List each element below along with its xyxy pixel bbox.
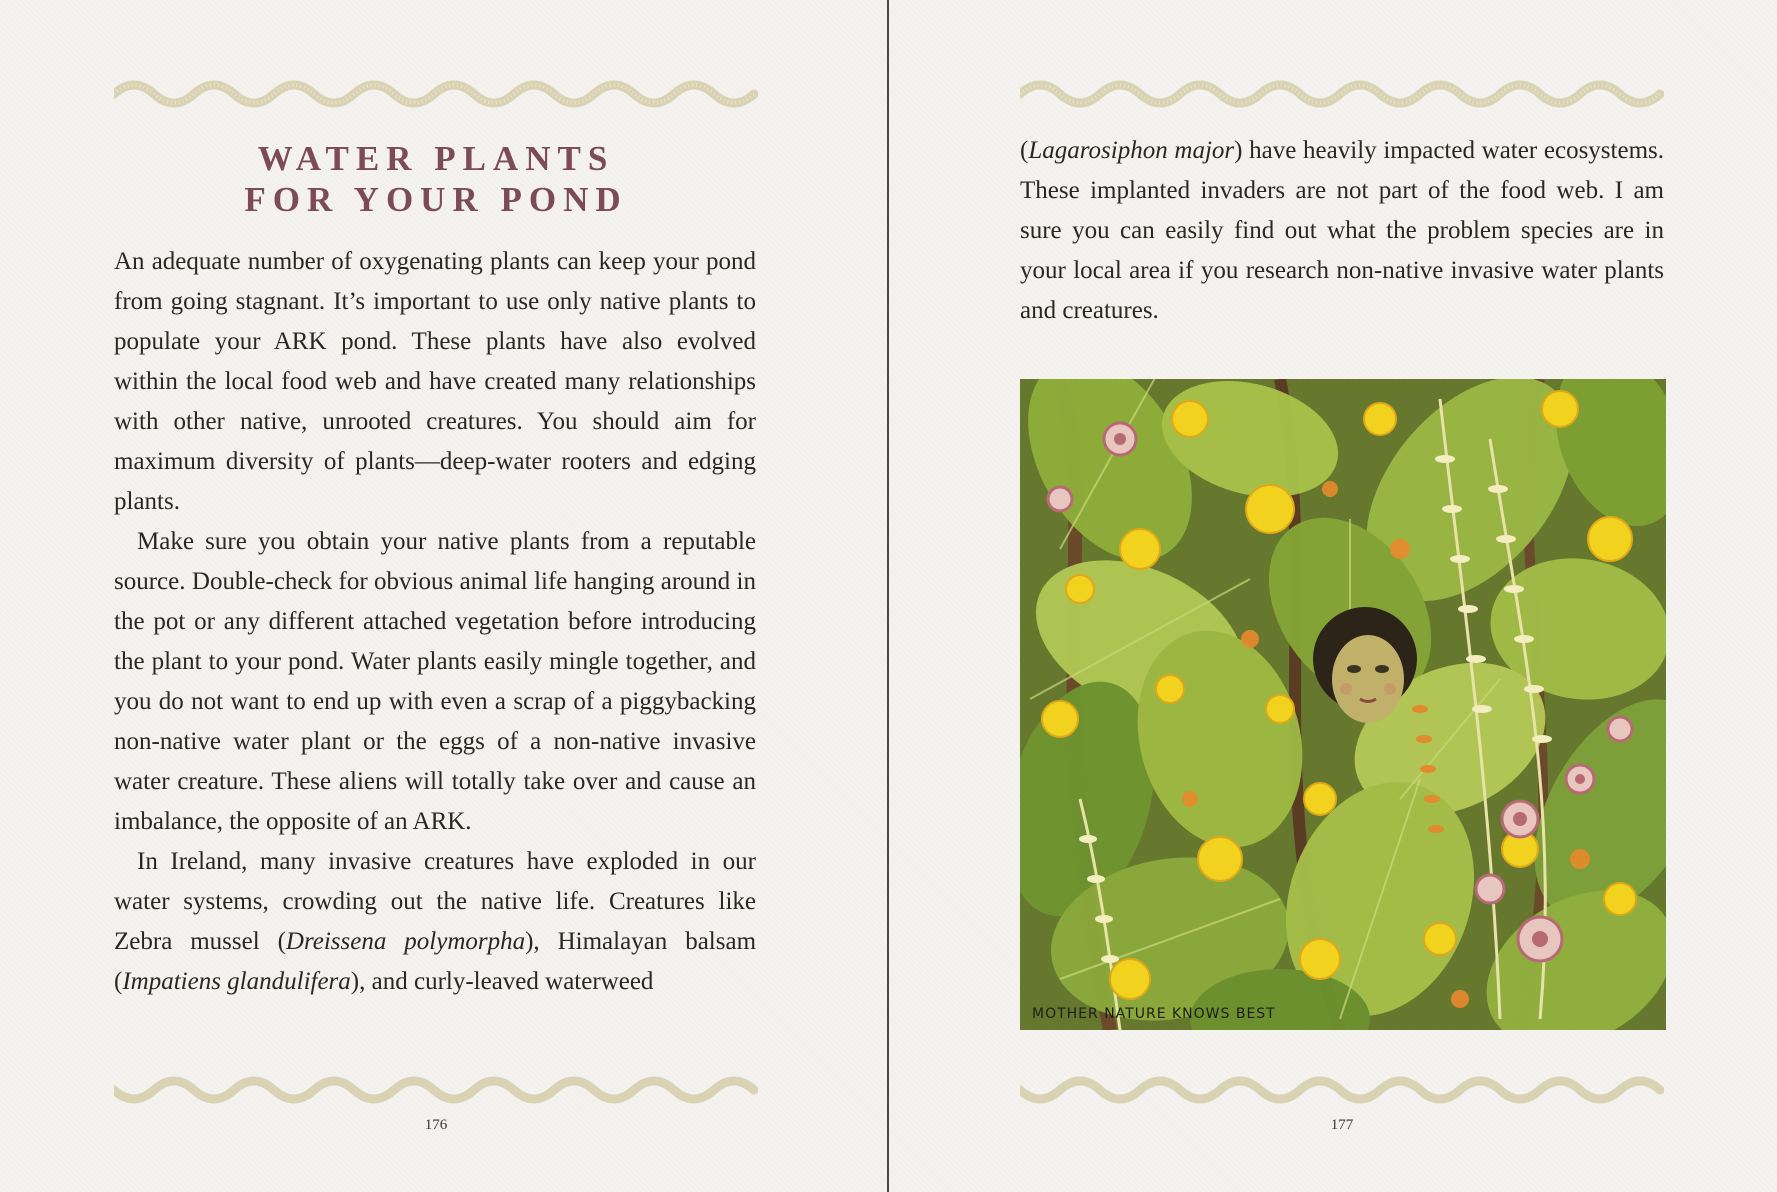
title-line-1: WATER PLANTS [257,139,615,178]
species-name-himalayan-balsam: Impatiens glandulifera [122,968,351,995]
page-number-right: 177 [1330,1117,1354,1133]
species-name-curly-waterweed: Lagarosiphon major [1028,137,1235,164]
right-page [889,0,1777,1192]
paragraph-continued [1020,131,1664,331]
illustration [1020,379,1666,1030]
bottom-wave-ornament-icon [1020,1070,1664,1110]
page-title [114,138,758,220]
bottom-wave-ornament-icon [114,1070,758,1110]
right-body-text [1020,131,1664,331]
paragraph-3 [114,842,756,1002]
paragraph-3-part-a: In Ireland, many invasive creatures have exploded in our water systems, crowding out the native life. Creatures like Zebra mussel ( [114,848,756,955]
page-number-left: 176 [424,1117,448,1133]
foliage-illustration [1020,379,1666,1030]
illustration-caption: MOTHER NATURE KNOWS BEST [1032,1006,1276,1022]
paragraph-2: Make sure you obtain your native plants from a reputable source. Double-check for obvious animal life hanging around in the pot or any different attached vegetation before introducing the plant to your pond. Water plants easily mingle together, and you do not want to end up with even a scrap of a piggybacking non-native water plant or the eggs of a non-native invasive water creature. These aliens will totally take over and cause an imbalance, the opposite of an ARK. [114,528,756,835]
top-wave-ornament-icon [1020,74,1664,114]
species-name-zebra-mussel: Dreissena polymorpha [285,928,526,955]
left-page [0,0,887,1192]
paragraph-continued-rest: ) have heavily impacted water ecosystems. These implanted invaders are not part of the food web. I am sure you can easily find out what the problem species are in your local area if you research non-native invasive water plants and creatures. [1020,137,1664,324]
paragraph-3-part-c: ), and curly-leaved waterweed [350,968,654,995]
paragraph-3-part-b: ), Himalayan balsam ( [114,928,757,995]
paragraph-1: An adequate number of oxygenating plants can keep your pond from going stagnant. It’s important to use only native plants to populate your ARK pond. These plants have also evolved within the local food web and have created many relationships with other native, unrooted creatures. You should aim for maximum diversity of plants—deep-water rooters and edging plants. [114,248,756,515]
paren-open: ( [1020,137,1029,164]
left-body-text [114,242,756,1002]
title-line-2: FOR YOUR POND [244,180,628,219]
top-wave-ornament-icon [114,74,758,114]
